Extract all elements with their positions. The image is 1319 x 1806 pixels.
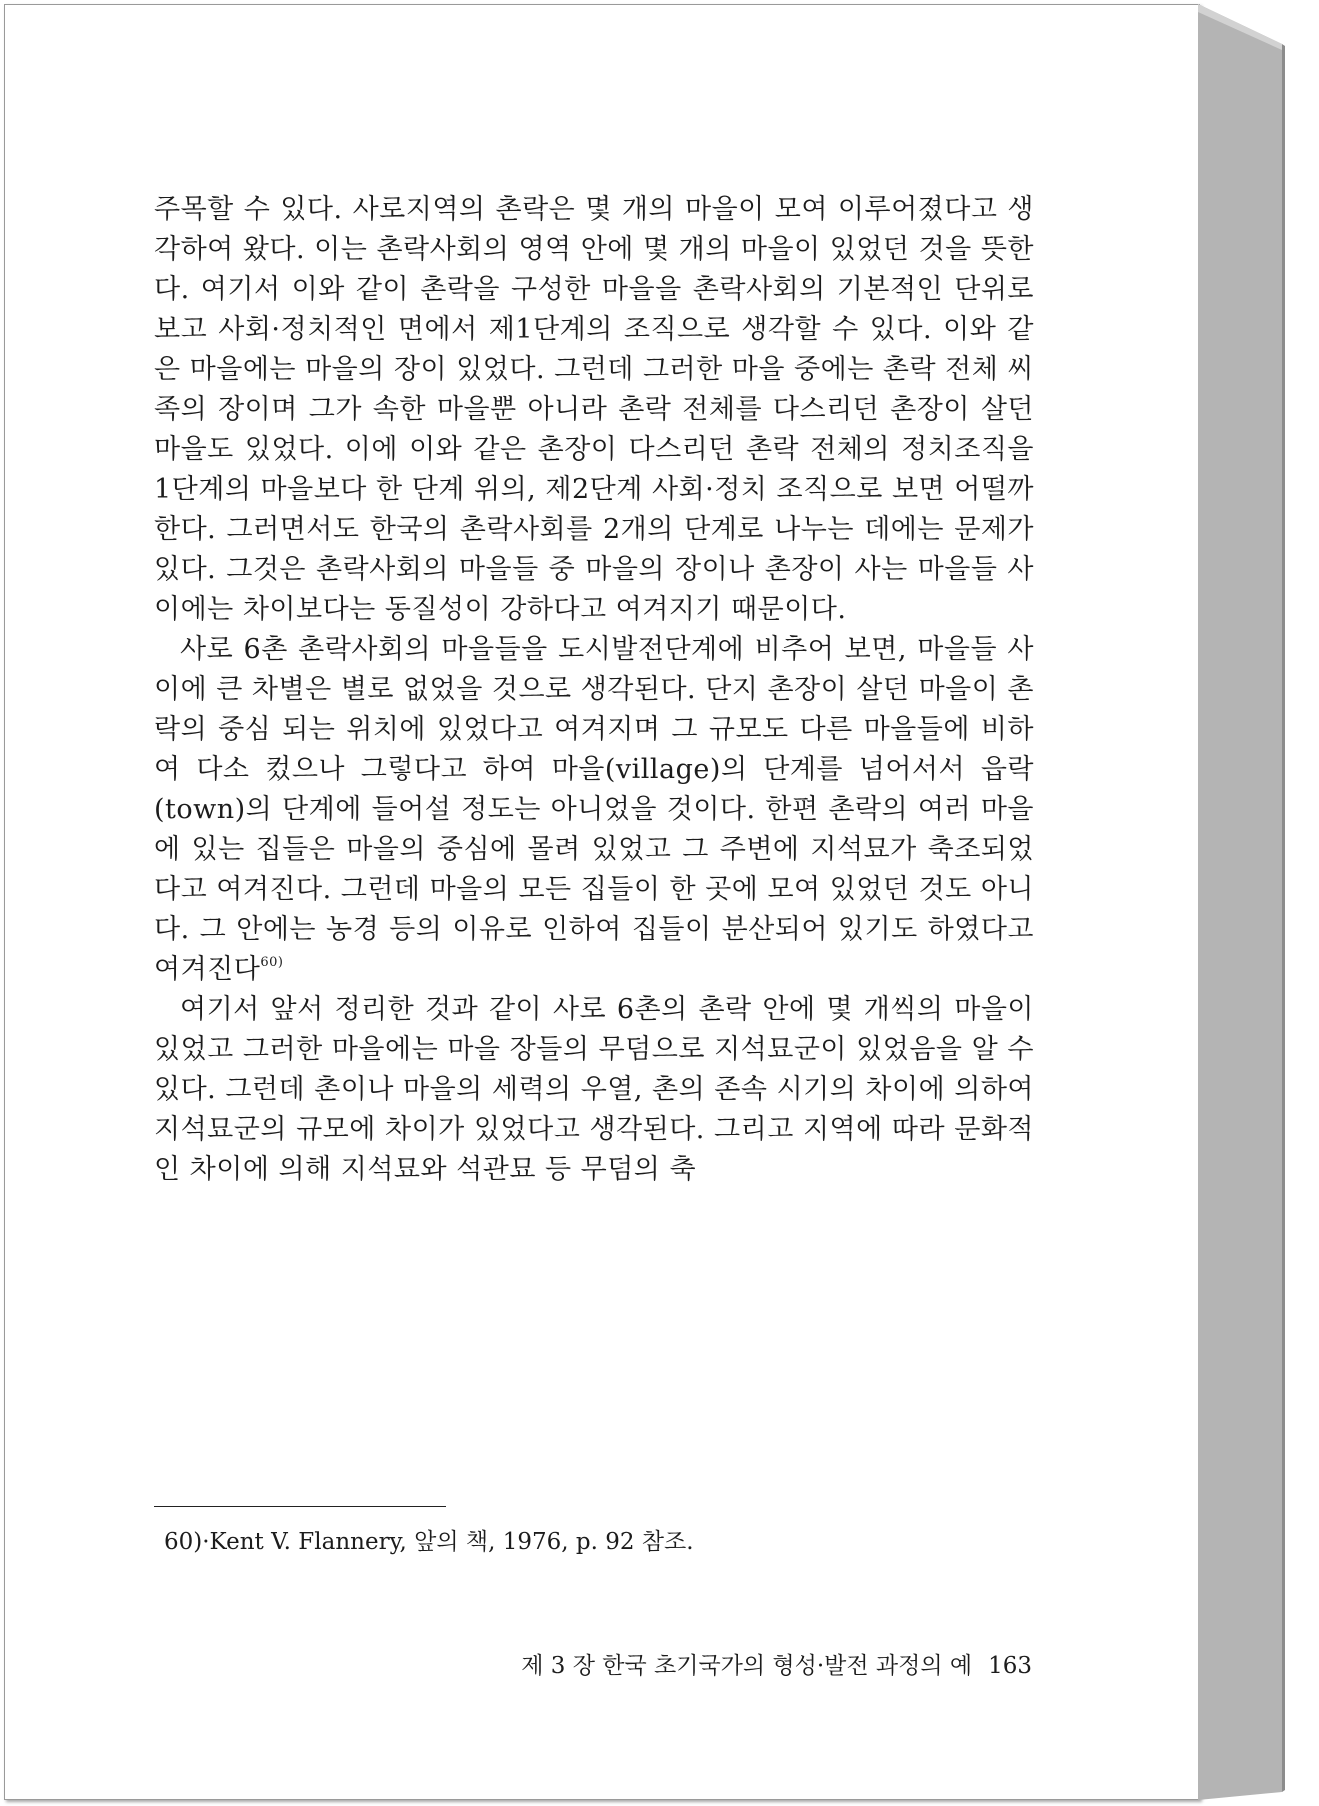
running-footer bbox=[521, 1650, 1032, 1682]
footnote: 60)·Kent V. Flannery, 앞의 책, 1976, p. 92 참조. bbox=[164, 1529, 694, 1555]
paragraph-2-text: 사로 6촌 촌락사회의 마을들을 도시발전단계에 비추어 보면, 마을들 사이에 큰 차별은 별로 없었을 것으로 생각된다. 단지 촌장이 살던 마을이 촌락의 중심 되는 위치에 있었다고 여겨지며 그 규모도 다른 마을들에 비하여 다소 컸으나 그렇다고 하여 마을(village)의 단계를 넘어서서 읍락(town)의 단계에 들어설 정도는 아니었을 것이다. 한편 촌락의 여러 마을에 있는 집들은 마을의 중심에 몰려 있었고 그 주변에 지석묘가 축조되었다고 여겨진다. 그런데 마을의 모든 집들이 한 곳에 모여 있었던 것도 아니다. 그 안에는 농경 등의 이유로 인하여 집들이 분산되어 있기도 하였다고 여겨진다 bbox=[154, 634, 1034, 985]
paragraph-1: 주목할 수 있다. 사로지역의 촌락은 몇 개의 마을이 모여 이루어졌다고 생각하여 왔다. 이는 촌락사회의 영역 안에 몇 개의 마을이 있었던 것을 뜻한다. 여기서 이와 같이 촌락을 구성한 마을을 촌락사회의 기본적인 단위로 보고 사회·정치적인 면에서 제1단계의 조직으로 생각할 수 있다. 이와 같은 마을에는 마을의 장이 있었다. 그런데 그러한 마을 중에는 촌락 전체 씨족의 장이며 그가 속한 마을뿐 아니라 촌락 전체를 다스리던 촌장이 살던 마을도 있었다. 이에 이와 같은 촌장이 다스리던 촌락 전체의 정치조직을 1단계의 마을보다 한 단계 위의, 제2단계 사회·정치 조직으로 보면 어떨까 한다. 그러면서도 한국의 촌락사회를 2개의 단계로 나누는 데에는 문제가 있다. 그것은 촌락사회의 마을들 중 마을의 장이나 촌장이 사는 마을들 사이에는 차이보다는 동질성이 강하다고 여겨지기 때문이다. bbox=[154, 194, 1034, 625]
footnote-reference: 60) bbox=[260, 955, 284, 970]
body-text bbox=[154, 190, 1034, 1190]
paragraph-2 bbox=[154, 630, 1034, 990]
page-number: 163 bbox=[988, 1653, 1032, 1679]
footnote-divider bbox=[154, 1506, 446, 1507]
paragraph-3: 여기서 앞서 정리한 것과 같이 사로 6촌의 촌락 안에 몇 개씩의 마을이 있었고 그러한 마을에는 마을 장들의 무덤으로 지석묘군이 있었음을 알 수 있다. 그런데 촌이나 마을의 세력의 우열, 촌의 존속 시기의 차이에 의하여 지석묘군의 규모에 차이가 있었다고 생각된다. 그리고 지역에 따라 문화적인 차이에 의해 지석묘와 석관묘 등 무덤의 축 bbox=[154, 994, 1034, 1185]
chapter-title: 제 3 장 한국 초기국가의 형성·발전 과정의 예 bbox=[521, 1653, 973, 1679]
